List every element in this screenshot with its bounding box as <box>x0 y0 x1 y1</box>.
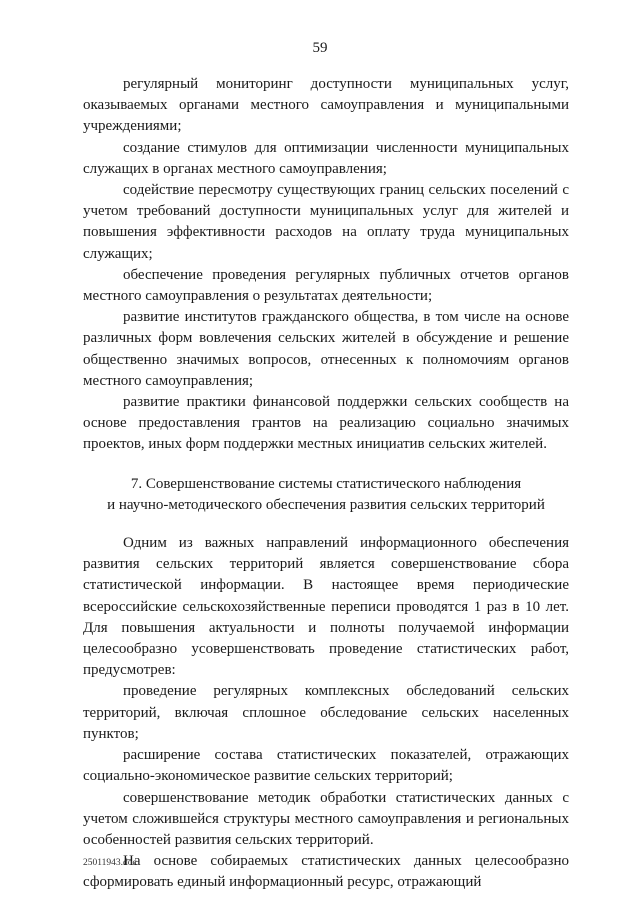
section-heading <box>83 474 569 516</box>
section-heading-line-2: и научно-методического обеспечения развития сельских территорий <box>107 496 545 513</box>
document-body <box>83 74 569 894</box>
paragraph-grants: развитие практики финансовой поддержки сельских сообществ на основе предоставления грантов на реализацию социально значимых проектов, иных форм поддержки местных инициатив сельских жителей. <box>83 394 569 453</box>
paragraph-statistics-intro: Одним из важных направлений информационного обеспечения развития сельских территорий является совершенствование сбора статистической информации. В настоящее время периодические всероссийские сельскохозяйственные переписи проводятся 1 раз в 10 лет. Для повышения актуальности и полноты получаемой информации целесообразно усовершенствовать проведение статистических работ, предусмотрев: <box>83 535 569 679</box>
section-heading-line-1: 7. Совершенствование системы статистического наблюдения <box>130 475 522 492</box>
paragraph-incentives: создание стимулов для оптимизации численности муниципальных служащих в органах местного самоуправления; <box>83 139 569 177</box>
paragraph-info-resource: На основе собираемых статистических данных целесообразно сформировать единый информационный ресурс, отражающий <box>83 853 569 891</box>
paragraph-public-reports: обеспечение проведения регулярных публичных отчетов органов местного самоуправления о результатах деятельности; <box>83 266 569 305</box>
paragraph-boundaries: содействие пересмотру существующих границ сельских поселений с учетом требований доступности муниципальных услуг для жителей и повышения эффективности расходов на оплату труда муниципальных служащих; <box>83 182 569 262</box>
paragraph-surveys: проведение регулярных комплексных обследований сельских территорий, включая сплошное обследование сельских населенных пунктов; <box>83 683 569 742</box>
paragraph-indicators: расширение состава статистических показателей, отражающих социально-экономическое развитие сельских территорий; <box>83 747 569 785</box>
paragraph-civil-society: развитие институтов гражданского общества, в том числе на основе различных форм вовлечения сельских жителей в обсуждение и решение общественно значимых вопросов, отнесенных к полномочиям органов местного самоуправления; <box>83 309 569 389</box>
paragraph-monitoring: регулярный мониторинг доступности муниципальных услуг, оказываемых органами местного самоуправления и муниципальными учреждениями; <box>83 76 569 135</box>
file-name-footer: 25011943.doc <box>83 858 137 868</box>
page-number: 59 <box>312 40 328 56</box>
paragraph-methods: совершенствование методик обработки статистических данных с учетом сложившейся структуры местного самоуправления и региональных особенностей развития сельских территорий. <box>83 789 569 848</box>
